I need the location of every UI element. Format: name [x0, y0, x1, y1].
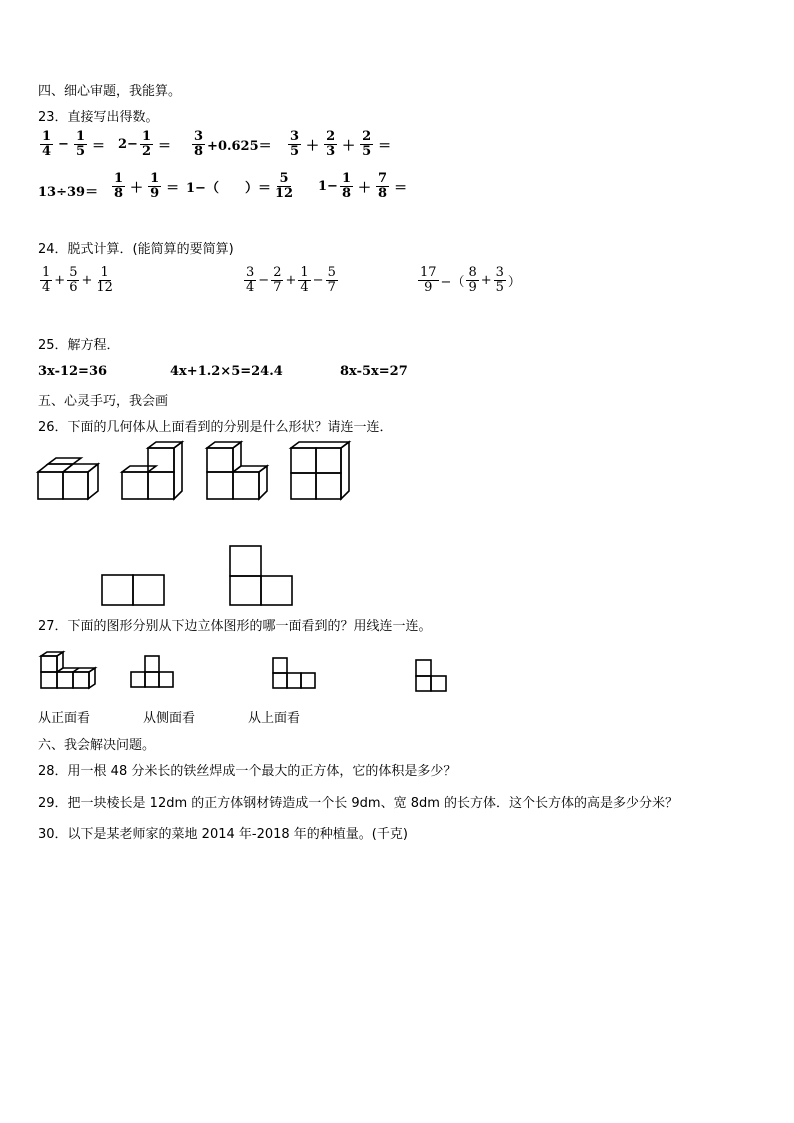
q26-view-2 [228, 544, 294, 607]
q27-view-b [271, 656, 319, 690]
fraction: $\frac{2}{3}$ [326, 129, 336, 159]
section6-title: 六、我会解决问题。 [38, 738, 156, 753]
q30-title: 30．以下是某老师家的菜地 2014 年-2018 年的种植量。(千克) [38, 827, 408, 842]
q23-r2-e4: 1− $\frac{1}{8}$ ＋ $\frac{7}{8}$ ＝ [318, 171, 408, 201]
q26-solid-4 [289, 440, 353, 502]
q27-title: 27．下面的图形分别从下边立体图形的哪一面看到的？用线连一连。 [38, 619, 432, 634]
q28-title: 28．用一根 48 分米长的铁丝焊成一个最大的正方体，它的体积是多少？ [38, 764, 457, 779]
q23-r2-e1: 13÷39＝ [38, 185, 99, 200]
q25-eq3: 8x-5x=27 [340, 364, 408, 379]
q24-e1: $\frac{1}{4}$ + $\frac{5}{6}$ + $\frac{1}{12}$ [42, 265, 113, 295]
q26-solid-2 [120, 440, 186, 502]
q29-title: 29．把一块棱长是 12dm 的正方体钢材铸造成一个长 9dm、宽 8dm 的长方体．这个长方体的高是多少分米？ [38, 796, 679, 811]
q26-view-1 [100, 573, 166, 607]
fraction: $\frac{1}{9}$ [150, 171, 160, 201]
q23-r2-e3: 1−（ ）＝ $\frac{5}{12}$ [186, 171, 294, 201]
fraction: $\frac{3}{4}$ [246, 265, 255, 295]
q26-title: 26．下面的几何体从上面看到的分别是什么形状？请连一连． [38, 420, 393, 435]
q27-view-a [129, 654, 177, 690]
fraction: $\frac{8}{9}$ [468, 265, 477, 295]
fraction: $\frac{3}{5}$ [290, 129, 300, 159]
fraction: $\frac{5}{12}$ [274, 171, 294, 201]
q24-e2: $\frac{3}{4}$ − $\frac{2}{7}$ + $\frac{1}{4}$ − $\frac{5}{7}$ [246, 265, 336, 295]
q27-view-c [414, 658, 448, 694]
fraction: $\frac{5}{6}$ [69, 265, 78, 295]
fraction: $\frac{1}{5}$ [75, 129, 85, 159]
q23-r2-e2: $\frac{1}{8}$ ＋ $\frac{1}{9}$ ＝ [114, 171, 180, 201]
view-label-top: 从上面看 [248, 711, 301, 726]
q23-r1-e4: $\frac{3}{5}$ ＋ $\frac{2}{3}$ ＋ $\frac{2}{5}$ ＝ [290, 129, 392, 159]
q23-r1-e2: 2− $\frac{1}{2}$ ＝ [118, 129, 172, 159]
fraction: $\frac{1}{4}$ [42, 129, 52, 159]
section4-title: 四、细心审题，我能算。 [38, 84, 182, 99]
q27-solid [39, 650, 99, 690]
q25-eq2: 4x+1.2×5=24.4 [170, 364, 283, 379]
fraction: $\frac{5}{7}$ [327, 265, 336, 295]
fraction: $\frac{3}{5}$ [495, 265, 504, 295]
q24-title: 24．脱式计算．(能简算的要简算) [38, 242, 234, 257]
q23-r1-e3: $\frac{3}{8}$ +0.625＝ [194, 129, 272, 159]
q25-eq1: 3x-12=36 [38, 364, 108, 379]
fraction: $\frac{1}{4}$ [42, 265, 51, 295]
view-label-front: 从正面看 [38, 711, 91, 726]
fraction: $\frac{1}{2}$ [141, 129, 151, 159]
fraction: $\frac{1}{8}$ [114, 171, 124, 201]
fraction: $\frac{17}{9}$ [420, 265, 437, 295]
fraction: $\frac{2}{5}$ [362, 129, 372, 159]
q25-title: 25．解方程． [38, 338, 120, 353]
section5-title: 五、心灵手巧，我会画 [38, 394, 169, 409]
q24-e3: $\frac{17}{9}$ −（ $\frac{8}{9}$ + $\frac{3}{5}$ ） [420, 265, 521, 295]
fraction: $\frac{7}{8}$ [378, 171, 388, 201]
q26-solid-1 [36, 440, 100, 502]
q23-title: 23．直接写出得数。 [38, 110, 159, 125]
q26-solid-3 [205, 440, 271, 502]
view-label-side: 从侧面看 [143, 711, 196, 726]
fraction: $\frac{2}{7}$ [273, 265, 282, 295]
fraction: $\frac{1}{8}$ [341, 171, 351, 201]
q23-r1-e1: $\frac{1}{4}$ − $\frac{1}{5}$ ＝ [42, 129, 106, 159]
fraction: $\frac{1}{4}$ [300, 265, 309, 295]
fraction: $\frac{1}{12}$ [96, 265, 113, 295]
fraction: $\frac{3}{8}$ [194, 129, 204, 159]
